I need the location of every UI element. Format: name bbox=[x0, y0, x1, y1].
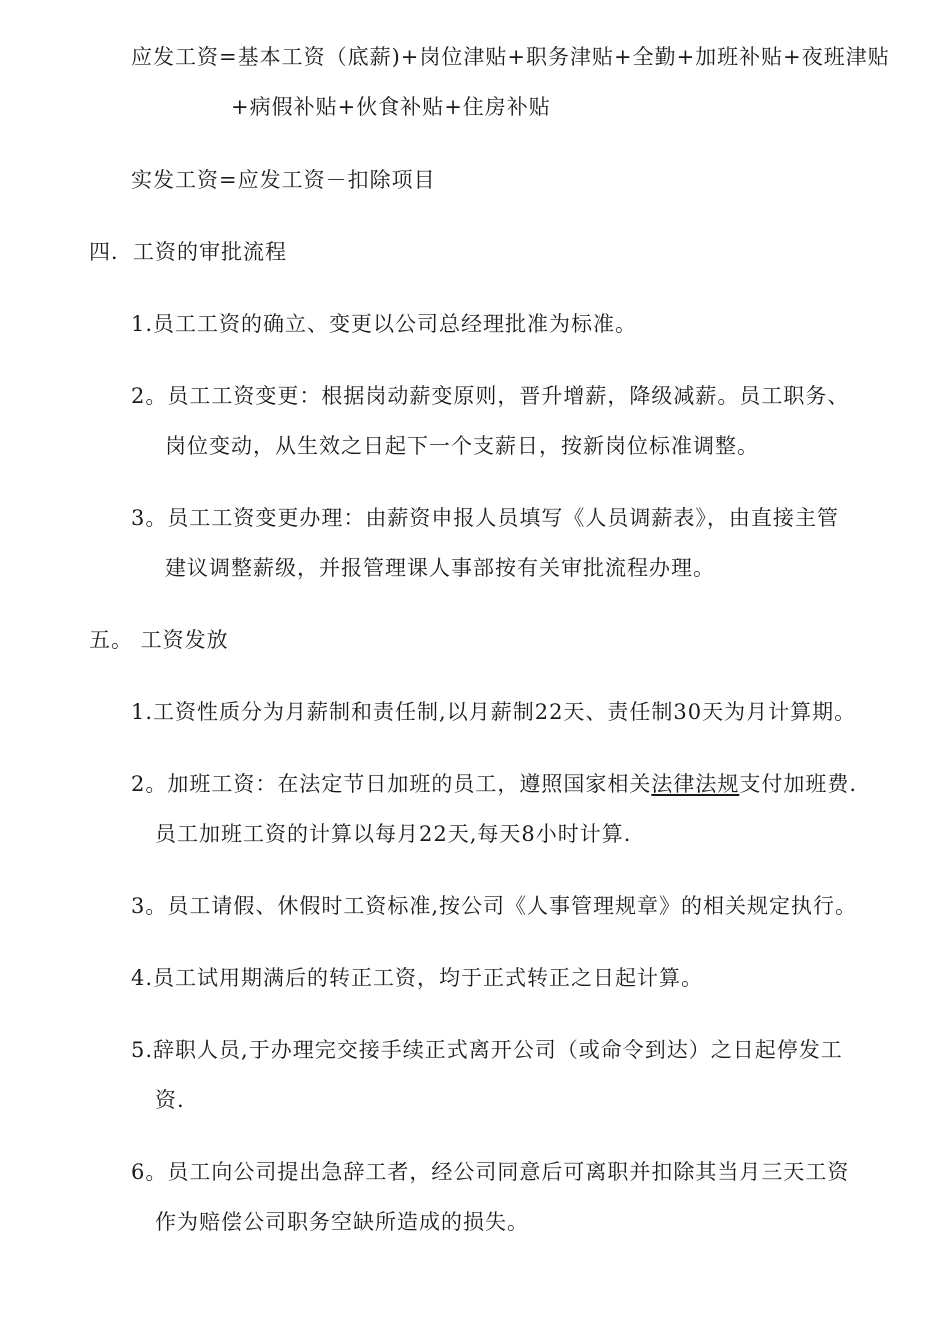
section4-item1: 1.员工工资的确立、变更以公司总经理批准为标准。 bbox=[131, 312, 638, 336]
section5-item2-text-a: 2。加班工资：在法定节日加班的员工，遵照国家相关 bbox=[131, 772, 652, 796]
section4-item2-line1: 2。员工工资变更：根据岗动薪变原则，晋升增薪，降级减薪。员工职务、 bbox=[131, 384, 850, 408]
section5-item1: 1.工资性质分为月薪制和责任制,以月薪制22天、责任制30天为月计算期。 bbox=[131, 700, 857, 724]
net-pay-formula: 实发工资=应发工资－扣除项目 bbox=[131, 168, 436, 192]
section5-item5-line2: 资. bbox=[155, 1088, 185, 1112]
laws-and-regulations-link[interactable]: 法律法规 bbox=[651, 772, 740, 796]
section5-item4: 4.员工试用期满后的转正工资，均于正式转正之日起计算。 bbox=[131, 966, 704, 990]
section4-item3-line2: 建议调整薪级，并报管理课人事部按有关审批流程办理。 bbox=[165, 556, 715, 580]
section4-item3-line1: 3。员工工资变更办理：由薪资申报人员填写《人员调薪表》，由直接主管 bbox=[131, 506, 839, 530]
section5-item3: 3。员工请假、休假时工资标准,按公司《人事管理规章》的相关规定执行。 bbox=[131, 894, 858, 918]
section5-item2-line2: 员工加班工资的计算以每月22天,每天8小时计算. bbox=[155, 822, 632, 846]
section4-item2-line2: 岗位变动，从生效之日起下一个支薪日，按新岗位标准调整。 bbox=[165, 434, 759, 458]
section4-heading: 四．工资的审批流程 bbox=[89, 240, 287, 264]
section5-item6-line2: 作为赔偿公司职务空缺所造成的损失。 bbox=[155, 1210, 529, 1234]
section5-item6-line1: 6。员工向公司提出急辞工者，经公司同意后可离职并扣除其当月三天工资 bbox=[131, 1160, 850, 1184]
section5-heading: 五。 工资发放 bbox=[89, 628, 229, 652]
section5-item2-line1 bbox=[131, 770, 857, 798]
section5-item2-text-b: 支付加班费. bbox=[739, 772, 858, 796]
gross-pay-formula-line1: 应发工资=基本工资（底薪)+岗位津贴+职务津贴+全勤+加班补贴+夜班津贴 bbox=[131, 45, 890, 69]
section5-item5-line1: 5.辞职人员,于办理完交接手续正式离开公司（或命令到达）之日起停发工 bbox=[131, 1038, 843, 1062]
gross-pay-formula-line2: +病假补贴+伙食补贴+住房补贴 bbox=[231, 95, 551, 119]
